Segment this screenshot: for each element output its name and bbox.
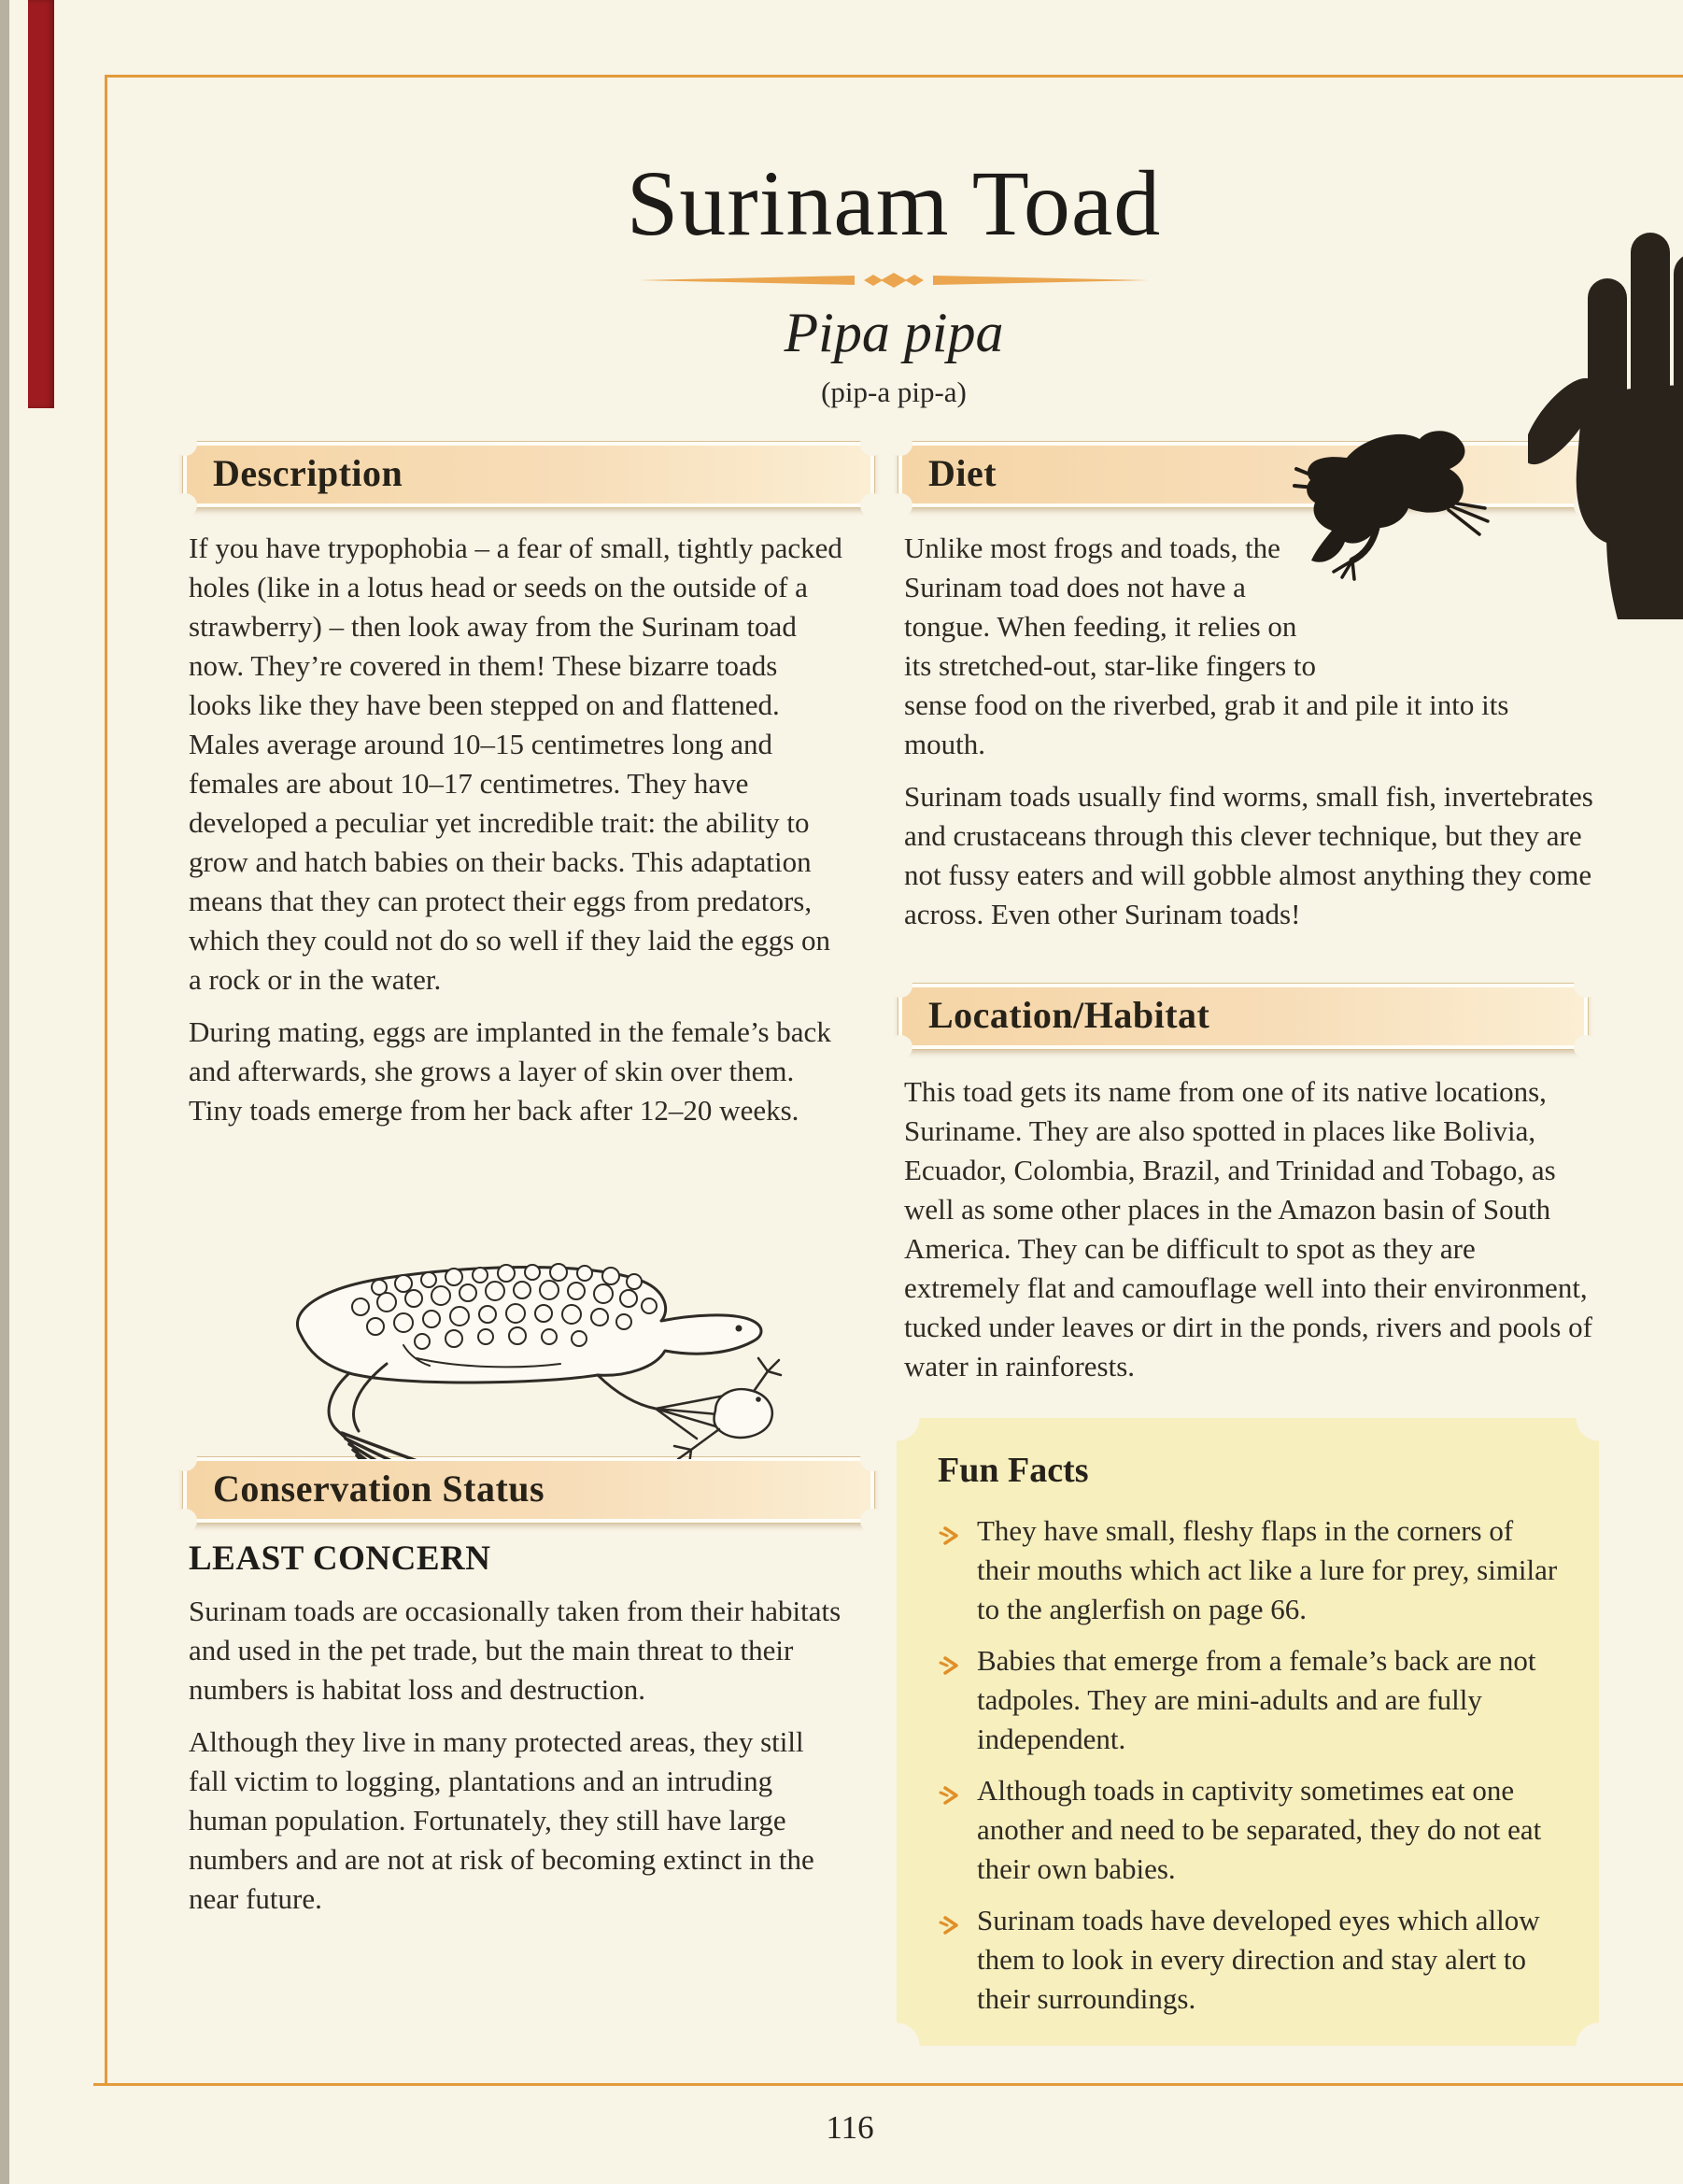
banner-notch: [860, 1509, 884, 1533]
paragraph: This toad gets its name from one of its native locations, Suriname. They are also spotted in places like Bolivia, Ecuador, Colombia, Brazil, and Trinidad and Tobago, as well as some other places in the Amazon basin of South America. They can be difficult to spot as they are extremely flat and camouflage well into their environment, tucked under leaves or dirt in the ponds, rivers and pools of water in rainforests.: [904, 1075, 1592, 1383]
fun-facts-box: [897, 1418, 1599, 2046]
fun-fact-text: Babies that emerge from a female’s back are not tadpoles. They are mini-adults and are fully independent.: [977, 1644, 1536, 1755]
banner-notch: [173, 1509, 197, 1533]
arrow-bullet-icon: [938, 1649, 962, 1688]
frame-border-top: [105, 75, 1683, 78]
banner-notch: [173, 493, 197, 518]
banner-notch: [173, 432, 197, 456]
location-section-banner: [898, 984, 1588, 1049]
banner-notch: [888, 973, 912, 998]
banner-notch: [888, 493, 912, 518]
red-bookmark-strip: [28, 0, 54, 408]
description-section-banner: [183, 442, 874, 507]
paragraph: Unlike most frogs and toads, the Surinam toad does not have a tongue. When feeding, it relies on its stretched-out, star-like fingers to sense food on the riverbed, grab it and pile it into its mouth.: [904, 532, 1509, 760]
banner-notch: [860, 493, 884, 518]
conservation-section-banner: [183, 1457, 874, 1523]
toad-silhouette-icon: [1291, 420, 1492, 589]
banner-notch: [888, 1035, 912, 1059]
scan-edge-strip: [0, 0, 9, 2184]
fun-facts-heading: Fun Facts: [938, 1451, 1089, 1490]
conservation-heading: Conservation Status: [213, 1468, 545, 1510]
species-name: Pipa pipa: [784, 302, 1004, 363]
page-number: 116: [826, 2109, 874, 2146]
banner-notch: [1574, 1035, 1598, 1059]
arrow-bullet-icon: [938, 1519, 962, 1558]
fun-fact-text: Although toads in captivity sometimes eat one another and need to be separated, they do not eat their own babies.: [977, 1774, 1542, 1885]
divider-ornament-icon: [105, 271, 1683, 294]
paragraph: If you have trypophobia – a fear of small, tightly packed holes (like in a lotus head or seeds on the outside of a strawberry) – then look away from the Surinam toad now. They’re covered in them! These bizarre toads looks like they have been stepped on and flattened. Males average around 10–15 centimetres long and females are about 10–17 centimetres. They have developed a peculiar yet incredible trait: the ability to grow and hatch babies on their backs. This adaptation means that they can protect their eggs from predators, which they could not do so well if they laid the eggs on a rock or in the water.: [189, 532, 842, 996]
location-heading: Location/Habitat: [928, 994, 1210, 1036]
hand-silhouette-icon: [1528, 227, 1683, 624]
page-title: Surinam Toad: [626, 151, 1162, 255]
banner-notch: [860, 432, 884, 456]
banner-notch: [888, 432, 912, 456]
fun-fact-item: [938, 1511, 1558, 1629]
description-text: [189, 529, 842, 1143]
description-heading: Description: [213, 452, 403, 494]
toad-illustration: [230, 1244, 818, 1464]
diet-heading: Diet: [928, 452, 997, 494]
fun-fact-text: They have small, fleshy flaps in the corners of their mouths which act like a lure for prey, similar to the anglerfish on page 66.: [977, 1514, 1558, 1625]
fun-fact-text: Surinam toads have developed eyes which allow them to look in every direction and stay alert to their surroundings.: [977, 1904, 1540, 2015]
conservation-status-label: LEAST CONCERN: [189, 1539, 491, 1578]
paragraph: Surinam toads usually find worms, small fish, invertebrates and crustaceans through this clever technique, but they are not fussy eaters and will gobble almost anything they come across. Even other Surinam toads!: [904, 780, 1593, 930]
banner-notch: [860, 1447, 884, 1471]
diet-text: [904, 529, 1597, 947]
banner-notch: [173, 1447, 197, 1471]
arrow-bullet-icon: [938, 1908, 962, 1948]
arrow-bullet-icon: [938, 1779, 962, 1818]
paragraph: During mating, eggs are implanted in the female’s back and afterwards, she grows a layer of skin over them. Tiny toads emerge from her back after 12–20 weeks.: [189, 1015, 831, 1127]
frame-border-bottom: [93, 2083, 1683, 2086]
fun-fact-item: [938, 1901, 1558, 2019]
species-pronunciation: (pip-a pip-a): [821, 376, 967, 408]
paragraph: Surinam toads are occasionally taken from their habitats and used in the pet trade, but the main threat to their numbers is habitat loss and destruction.: [189, 1595, 842, 1706]
fun-fact-item: [938, 1641, 1558, 1759]
conservation-text: [189, 1539, 848, 1932]
paragraph: Although they live in many protected areas, they still fall victim to logging, plantations and an intruding human population. Fortunately, they still have large numbers and are not at risk of becoming extinct in the near future.: [189, 1725, 814, 1915]
fun-fact-item: [938, 1771, 1558, 1889]
banner-notch: [1574, 973, 1598, 998]
location-text: [904, 1072, 1597, 1399]
